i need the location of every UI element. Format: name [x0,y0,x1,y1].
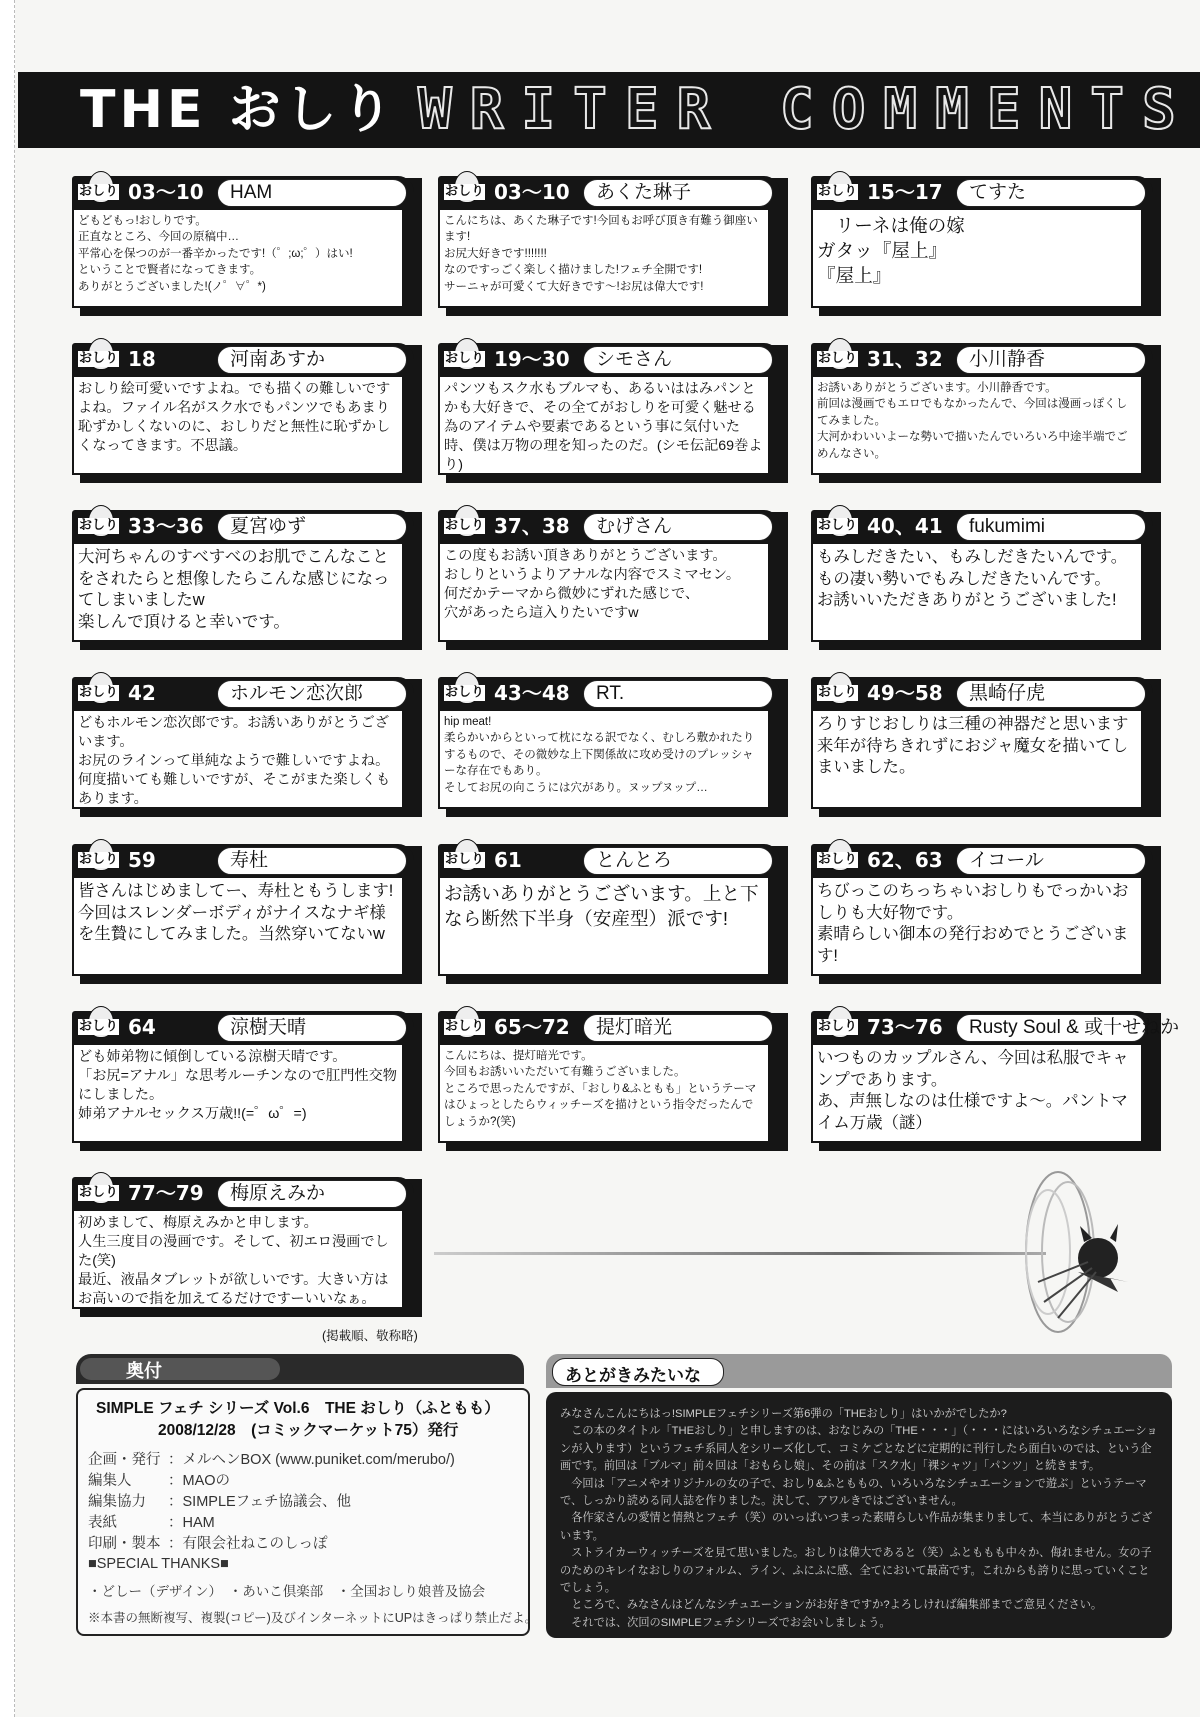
writer-comment [811,709,1143,809]
writer-name: 寿杜 [230,850,269,871]
writer-name: シモさん [596,349,673,370]
writer-name-pill [956,847,1146,875]
writer-comment [72,876,404,976]
writer-card [811,170,1153,324]
writer-card [72,337,414,491]
oshiri-logo-icon: おしり [817,505,863,539]
oshiri-logo-icon: おしり [444,1006,490,1040]
writer-comment [72,709,404,809]
colophon-value: ：メルヘンBOX (www.puniket.com/merubo/) [168,1452,455,1468]
writer-name: 梅原えみか [230,1183,326,1204]
special-thanks-list: ・どしー（デザイン） ・あいこ倶楽部 ・全国おしり娘普及協会 [88,1584,486,1599]
comment-text: いつものカップルさん、今回は私服でキャンプであります。 あ、声無しなのは仕様ですよ〜。パントマイム万歳（謎） [817,1049,1129,1132]
writer-card [438,838,780,992]
writer-name-pill [217,680,407,708]
copy-prohibition-notice: ※本書の無断複写、複製(コピー)及びインターネットにUPはきっぱり禁止だよ。 [88,1611,538,1625]
page-range: 37、38 [494,514,570,538]
writer-comment [438,375,770,475]
writer-name-pill [217,1014,407,1042]
comment-text: 大河ちゃんのすべすべのお肌でこんなことをされたらと想像したらこんな感じになってしまいましたw 楽しんで頂けると幸いです。 [78,548,390,631]
colophon-row [88,1448,455,1469]
page-range: 03〜10 [128,180,204,204]
writer-name: 黒崎仔虎 [969,683,1046,704]
colophon-series: SIMPLE フェチ シリーズ Vol.6 THE おしり（ふともも） [96,1400,500,1417]
colophon-tab [76,1354,524,1384]
writer-name-pill [217,513,407,541]
writer-name: イコール [969,850,1044,871]
comment-text: もみしだきたい、もみしだきたいんです。 もの凄い勢いでもみしだきたいんです。 お誘いいただきありがとうございました! [817,548,1128,609]
writer-name-pill [583,513,773,541]
colophon-box [76,1388,538,1636]
writer-name: fukumimi [969,516,1046,537]
colophon-date: 2008/12/28 (コミックマーケット75）発行 [158,1422,459,1439]
page-range: 33〜36 [128,514,204,538]
writer-name: 河南あすか [230,349,326,370]
afterword-text: みなさんこんにちはっ!SIMPLEフェチシリーズ第6弾の「THEおしり」はいかがでしたか? この本のタイトル「THEおしり」と申しますのは、おなじみの「THE・・・」（・・・にはいろいろなシチュエーションが入ります）というフェチ系同人をシリーズ化して、コミケごとなどに定期的に刊行したら面白いのでは、という企画です。前回は「ブルマ」前々回は「おもらし娘」、その前は「スク水」「裸シャツ」「パンツ」と続きます。 今回は「アニメやオリジナルの女の子で、おしり&ふとももの、いろいろなシチュエーションで遊ぶ」というテーマで、しっかり読める同人誌を作りました。決して、アワルきではございません。 各作家さんの愛情と情熱とフェチ（笑）のいっぱいつまった素晴らしい作品が集まりまして、本当にありがとうございます。 ストライカーウィッチーズを見て思いました。おしりは偉大であると（笑）ふとももも中々か、侮れません。女の子のためのキレイなおしりのフォルム、ライン、ふにふに感、全てにおいて最高です。これからも誇りに思っていくことでしょう。 ところで、みなさんはどんなシチュエーションがお好きですか?よろしければ編集部までご意見ください。 それでは、次回のSIMPLEフェチシリーズでお会いしましょう。 [560,1408,1158,1629]
colophon-tab-label: 奥付 [126,1361,162,1382]
writer-name-pill [956,1014,1180,1042]
writer-comment [72,208,404,308]
writer-card [72,1171,414,1325]
colophon-key: 編集協力 [88,1494,146,1510]
writer-name-pill [956,680,1146,708]
writer-name: 提灯暗光 [596,1017,673,1038]
writer-name-pill [956,513,1146,541]
writer-card [811,671,1153,825]
writer-card [438,504,780,658]
writer-name-pill [956,346,1146,374]
page-subtitle: WRITER COMMENTS [418,77,1194,142]
oshiri-logo-icon: おしり [78,171,124,205]
page-range: 40、41 [867,514,943,538]
writer-card [811,838,1153,992]
page-range: 19〜30 [494,347,570,371]
colophon-row [88,1490,351,1511]
oshiri-logo-icon: おしり [817,839,863,873]
writer-card [72,838,414,992]
page-range: 42 [128,681,156,705]
writer-name: てすた [969,182,1027,203]
oshiri-logo-icon: おしり [78,1006,124,1040]
writer-name-pill [217,847,407,875]
comment-text: リーネは俺の嫁 ガタッ『屋上』 『屋上』 [817,215,965,286]
writer-name: とんとろ [596,850,673,871]
colophon-key: 企画・発行 [88,1452,161,1468]
writer-card [438,1005,780,1159]
writer-name: Rusty Soul & 或十せねか [969,1017,1180,1038]
comment-text: どもどもっ!おしりです。 正直なところ、今回の原稿中… 平常心を保つのが一番辛かったです!（゜;ω;゜）はい! ということで賢者になってきます。 ありがとうございました!(ノ゜∀゜*) [78,215,353,293]
writer-name: RT. [596,683,625,704]
writer-name-pill [583,680,773,708]
writer-name-pill [583,847,773,875]
writer-comment [811,1043,1143,1143]
colophon-value: ：有限会社ねこのしっぽ [168,1536,328,1552]
writer-card [438,170,780,324]
writer-name: 小川静香 [969,349,1046,370]
comment-text: ろりすじおしりは三種の神器だと思います 来年が待ちきれずにおジャ魔女を描いてしまいました。 [817,715,1129,776]
page-range: 43〜48 [494,681,570,705]
page-range: 64 [128,1015,156,1039]
writer-card [72,170,414,324]
oshiri-logo-icon: おしり [444,171,490,205]
oshiri-logo-icon: おしり [444,839,490,873]
writer-name-pill [956,179,1146,207]
oshiri-logo-icon: おしり [78,505,124,539]
writer-card [811,1005,1180,1159]
page-range: 15〜17 [867,180,943,204]
order-note: (掲載順、敬称略) [322,1329,418,1343]
writer-comment [72,542,404,642]
page-range: 61 [494,848,522,872]
writer-card [811,337,1153,491]
comment-text: お誘いありがとうございます。小川静香です。 前回は漫画でもエロでもなかったんで、今回は漫画っぽくしてみました。 大河かわいいよーな勢いで描いたんでいろいろ中途半端でごめんなさい。 [817,382,1128,460]
oshiri-logo-icon: おしり [817,672,863,706]
comment-text: お誘いありがとうございます。上と下なら断然下半身（安産型）派です! [444,883,759,929]
writer-name-pill [583,1014,773,1042]
colophon-key: 表紙 [88,1515,117,1531]
writer-name-pill [217,1180,407,1208]
page-range: 73〜76 [867,1015,943,1039]
writer-card [438,671,780,825]
comment-text: こんにちは、提灯暗光です。 今回もお誘いいただいて有難うございました。 ところで思ったんですが、「おしり&ふともも」というテーマはひょっとしたらウィッチーズを描けという指令だったんでしょうか?(笑) [444,1050,757,1128]
oshiri-logo-icon: おしり [817,1006,863,1040]
flying-witch-illustration [1018,1162,1138,1342]
colophon-value: ：SIMPLEフェチ協議会、他 [168,1494,351,1510]
colophon-row [88,1532,328,1553]
speed-line-graphic [434,1252,1046,1255]
writer-comment [811,375,1143,475]
header-banner [18,72,1200,148]
page-binding-edge [0,0,15,1717]
writer-name-pill [217,346,407,374]
writer-name: 夏宮ゆず [230,516,307,537]
writer-name: むげさん [596,516,673,537]
colophon-key: 編集人 [88,1473,132,1489]
page-range: 18 [128,347,156,371]
page-range: 49〜58 [867,681,943,705]
afterword-box [546,1392,1172,1638]
writer-card [72,1005,414,1159]
oshiri-logo-icon: おしり [78,672,124,706]
page-range: 65〜72 [494,1015,570,1039]
comment-text: この度もお誘い頂きありがとうございます。 おしりというよりアナルな内容でスミマセン。 何だかテーマから微妙にずれた感じで、 穴があったら這入りたいですw [444,548,741,621]
comment-text: 皆さんはじめましてー、寿杜ともうします! 今回はスレンダーボディがナイスなナギ様を生贄にしてみました。当然穿いてないw [78,882,394,943]
page-range: 03〜10 [494,180,570,204]
colophon-value: ：MAOの [168,1473,231,1489]
comment-text: hip meat! 柔らかいからといって枕になる訳でなく、むしろ敷かれたりするもので、その微妙な上下関係故に攻め受けのプレッシャーな存在でもあり。 そしてお尻の向こうには穴があり。ヌップヌップ… [444,716,755,794]
special-thanks-title: ■SPECIAL THANKS■ [88,1556,229,1572]
writer-name: ホルモン恋次郎 [230,683,364,704]
writer-card [811,504,1153,658]
comment-text: ちびっこのちっちゃいおしりもでっかいおしりも大好物です。 素晴らしい御本の発行おめでとうございます! [817,882,1129,965]
comment-text: こんにちは、あくた琳子です!今回もお呼び頂き有難う御座います! お尻大好きです!!!!!!! なのですっごく楽しく描けました!フェチ全開です! サーニャが可愛くて大好きです〜!お尻は偉大です! [444,215,758,293]
colophon-row [88,1469,230,1490]
colophon-value: ：HAM [168,1515,215,1531]
writer-comment [811,208,1143,308]
writer-name: あくた琳子 [596,182,692,203]
writer-comment [438,208,770,308]
oshiri-logo-icon: おしり [444,672,490,706]
colophon-key: 印刷・製本 [88,1536,161,1552]
writer-name-pill [217,179,407,207]
writer-card [72,504,414,658]
writer-comment [72,375,404,475]
comment-text: おしり絵可愛いですよね。でも描くの難しいですよね。ファイル名がスク水でもパンツでもあまり恥ずかしくないのに、おしりだと無性に恥ずかしくなってきます。不思議。 [78,381,391,454]
writer-card [72,671,414,825]
writer-card [438,337,780,491]
comment-text: パンツもスク水もブルマも、あるいははみパンとかも大好きで、その全てがおしりを可愛く魅せる為のアイテムや要素であるという事に気付いた時、僕は万物の理を知ったのだ。(シモ伝記69巻より) [444,381,763,473]
page-range: 77〜79 [128,1181,204,1205]
page-range: 59 [128,848,156,872]
page-title: THE おしり [80,80,397,140]
oshiri-logo-icon: おしり [444,505,490,539]
writer-comment [438,876,770,976]
colophon-row [88,1511,215,1532]
writer-comment [72,1043,404,1143]
afterword-tab-label: あとがきみたいな [565,1366,701,1386]
page-range: 31、32 [867,347,943,371]
writer-comment [811,542,1143,642]
writer-name: HAM [230,182,273,203]
writer-comment [72,1209,404,1309]
writer-comment [438,709,770,809]
writer-name: 涼樹天晴 [230,1017,307,1038]
writer-name-pill [583,346,773,374]
oshiri-logo-icon: おしり [78,338,124,372]
comment-text: どもホルモン恋次郎です。お誘いありがとうございます。 お尻のラインって単純なようで難しいですよね。 何度描いても難しいですが、そこがまた楽しくもあります。 [78,715,391,807]
oshiri-logo-icon: おしり [817,171,863,205]
writer-name-pill [583,179,773,207]
comment-text: 初めまして、梅原えみかと申します。 人生三度目の漫画です。そして、初エロ漫画でした(笑) 最近、液晶タブレットが欲しいです。大きい方はお高いので指を加えてるだけですーいいなぁ。 [78,1215,389,1307]
oshiri-logo-icon: おしり [444,338,490,372]
page-range: 62、63 [867,848,943,872]
afterword-tab [546,1354,1172,1388]
writer-comment [438,542,770,642]
writer-comment [811,876,1143,976]
writer-comment [438,1043,770,1143]
oshiri-logo-icon: おしり [78,1172,124,1206]
oshiri-logo-icon: おしり [78,839,124,873]
oshiri-logo-icon: おしり [817,338,863,372]
comment-text: ども姉弟物に傾倒している涼樹天晴です。 「お尻=アナル」な思考ルーチンなので肛門性交物にしました。 姉弟アナルセックス万歳!!(=゜ω゜=) [78,1049,397,1122]
